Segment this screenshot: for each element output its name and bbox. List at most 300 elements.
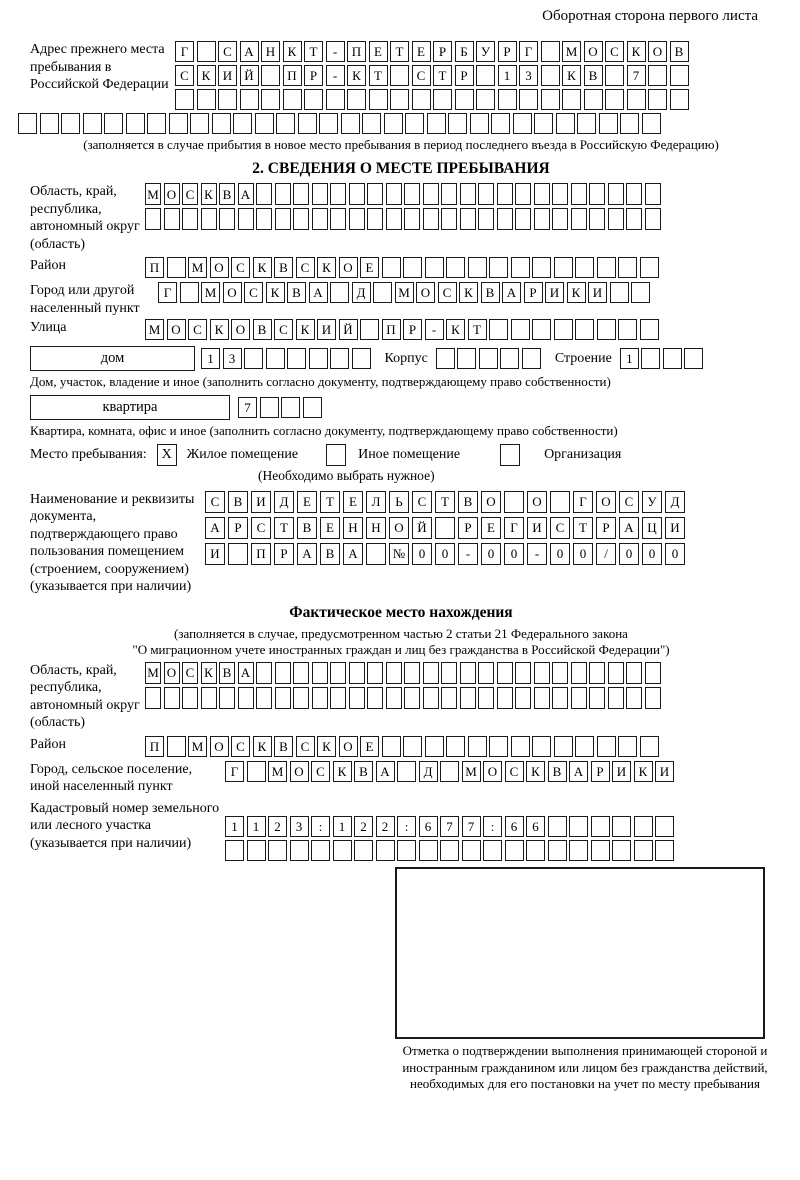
char-cell: : [483, 816, 502, 837]
char-cell [478, 183, 494, 205]
char-cell [589, 208, 605, 230]
document-rows [205, 491, 685, 565]
char-cell: Е [369, 41, 388, 62]
char-cell [479, 348, 498, 369]
char-cell [575, 736, 594, 757]
char-cell [352, 348, 371, 369]
char-cell: П [347, 41, 366, 62]
char-cell: С [296, 257, 315, 278]
char-cell [441, 208, 457, 230]
char-cell [532, 736, 551, 757]
char-cell: № [389, 543, 409, 565]
char-cell: О [210, 736, 229, 757]
char-cell [397, 761, 416, 782]
char-cell: И [317, 319, 336, 340]
char-cell [256, 183, 272, 205]
char-cell: Т [435, 491, 455, 513]
char-cell [460, 183, 476, 205]
char-cell [515, 208, 531, 230]
char-cell: К [627, 41, 646, 62]
char-cell: В [219, 183, 235, 205]
char-cell [515, 687, 531, 709]
char-cell [281, 397, 300, 418]
char-cell [489, 736, 508, 757]
char-cell [626, 662, 642, 684]
char-cell [634, 816, 653, 837]
char-cell [645, 662, 661, 684]
char-cell [255, 113, 274, 134]
char-cell [605, 65, 624, 86]
prev-address-row-1 [175, 41, 689, 62]
char-cell [612, 816, 631, 837]
char-cell: А [238, 183, 254, 205]
char-cell [261, 89, 280, 110]
char-cell [244, 348, 263, 369]
char-cell [605, 89, 624, 110]
char-cell: И [612, 761, 631, 782]
char-cell: 7 [238, 397, 257, 418]
char-cell [386, 183, 402, 205]
district-row-s2 [145, 257, 659, 278]
street-block [30, 319, 772, 340]
char-cell: 7 [440, 816, 459, 837]
document-row-2 [205, 517, 685, 539]
char-cell: К [526, 761, 545, 782]
city-label-actual: Город, сельское поселение, иной населенный пункт [30, 761, 193, 795]
checkbox-organization [500, 444, 520, 466]
char-cell [390, 65, 409, 86]
char-cell: О [481, 491, 501, 513]
char-cell [489, 257, 508, 278]
char-cell: В [287, 282, 306, 303]
char-cell [182, 208, 198, 230]
char-cell: К [459, 282, 478, 303]
char-cell [460, 662, 476, 684]
street-row [145, 319, 659, 340]
char-cell: Ь [389, 491, 409, 513]
char-cell [366, 543, 386, 565]
char-cell [519, 89, 538, 110]
char-cell [201, 687, 217, 709]
char-cell: В [458, 491, 478, 513]
char-cell [403, 257, 422, 278]
char-cell [441, 687, 457, 709]
char-cell [349, 662, 365, 684]
char-cell: Д [274, 491, 294, 513]
char-cell [640, 257, 659, 278]
char-cell [608, 183, 624, 205]
char-cell [218, 89, 237, 110]
char-cell [648, 65, 667, 86]
char-cell: Д [665, 491, 685, 513]
actual-location-title: Фактическое место нахождения [289, 603, 513, 621]
char-cell [597, 319, 616, 340]
char-cell [349, 208, 365, 230]
char-cell: 2 [354, 816, 373, 837]
region-label-s2: Область, край, республика, автономный округ (область) [30, 184, 140, 252]
char-cell: М [188, 257, 207, 278]
cadastral-block [30, 800, 772, 861]
char-cell [169, 113, 188, 134]
char-cell [423, 183, 439, 205]
region-rows-s2 [145, 183, 661, 230]
char-cell: Ц [642, 517, 662, 539]
char-cell: С [619, 491, 639, 513]
char-cell [618, 319, 637, 340]
char-cell [470, 113, 489, 134]
char-cell [298, 113, 317, 134]
char-cell [534, 208, 550, 230]
char-cell [349, 687, 365, 709]
char-cell [497, 687, 513, 709]
char-cell [534, 662, 550, 684]
char-cell: Й [240, 65, 259, 86]
char-cell [640, 736, 659, 757]
char-cell: С [412, 491, 432, 513]
char-cell [330, 282, 349, 303]
char-cell [312, 662, 328, 684]
char-cell: У [476, 41, 495, 62]
char-cell: 0 [573, 543, 593, 565]
char-cell: С [550, 517, 570, 539]
char-cell [201, 208, 217, 230]
char-cell: П [283, 65, 302, 86]
char-cell: Т [390, 41, 409, 62]
char-cell [367, 208, 383, 230]
stroenie-cells [620, 348, 704, 369]
char-cell: К [317, 736, 336, 757]
char-cell [360, 319, 379, 340]
char-cell: О [290, 761, 309, 782]
char-cell: 2 [268, 816, 287, 837]
char-cell: 0 [435, 543, 455, 565]
char-cell: М [201, 282, 220, 303]
char-cell [238, 687, 254, 709]
char-cell: С [218, 41, 237, 62]
cadastral-rows [225, 816, 674, 861]
char-cell: С [251, 517, 271, 539]
char-cell: 2 [376, 816, 395, 837]
char-cell: Т [320, 491, 340, 513]
char-cell: В [274, 736, 293, 757]
char-cell: Н [343, 517, 363, 539]
char-cell [293, 183, 309, 205]
char-cell: М [145, 662, 161, 684]
char-cell: И [251, 491, 271, 513]
char-cell: О [223, 282, 242, 303]
char-cell [256, 662, 272, 684]
char-cell: С [296, 736, 315, 757]
char-cell [571, 183, 587, 205]
char-cell: 3 [290, 816, 309, 837]
option-other-premises-label: Иное помещение [358, 447, 461, 463]
char-cell [233, 113, 252, 134]
char-cell [275, 662, 291, 684]
char-cell [556, 113, 575, 134]
char-cell [541, 41, 560, 62]
char-cell: М [562, 41, 581, 62]
char-cell: В [354, 761, 373, 782]
char-cell: И [218, 65, 237, 86]
document-row-3 [205, 543, 685, 565]
char-cell [641, 348, 660, 369]
char-cell: К [201, 662, 217, 684]
char-cell [491, 113, 510, 134]
char-cell [390, 89, 409, 110]
district-block-s2 [30, 257, 772, 278]
char-cell: К [283, 41, 302, 62]
char-cell [126, 113, 145, 134]
char-cell: Р [274, 543, 294, 565]
option-organization-label: Организация [544, 447, 622, 463]
page-side-note: Оборотная сторона первого листа [542, 8, 758, 24]
char-cell [333, 840, 352, 861]
cadastral-row-2 [225, 840, 674, 861]
char-cell [167, 736, 186, 757]
prev-address-note: (заполняется в случае прибытия в новое место пребывания в период последнего въезда в Российскую Федерацию) [83, 137, 719, 152]
char-cell: Н [261, 41, 280, 62]
char-cell: А [343, 543, 363, 565]
char-cell [423, 208, 439, 230]
char-cell [642, 113, 661, 134]
stroenie-label: Строение [554, 350, 612, 366]
char-cell: С [505, 761, 524, 782]
char-cell [589, 183, 605, 205]
char-cell [83, 113, 102, 134]
char-cell: О [167, 319, 186, 340]
char-cell: Й [412, 517, 432, 539]
char-cell: Е [481, 517, 501, 539]
char-cell [386, 662, 402, 684]
char-cell: Р [433, 41, 452, 62]
char-cell: В [219, 662, 235, 684]
char-cell [312, 687, 328, 709]
char-cell [468, 257, 487, 278]
char-cell [293, 208, 309, 230]
char-cell [608, 208, 624, 230]
char-cell: 3 [223, 348, 242, 369]
char-cell: 1 [247, 816, 266, 837]
char-cell [554, 319, 573, 340]
char-cell [670, 65, 689, 86]
char-cell: 1 [333, 816, 352, 837]
char-cell: К [446, 319, 465, 340]
char-cell: 1 [225, 816, 244, 837]
char-cell: О [596, 491, 616, 513]
char-cell: С [605, 41, 624, 62]
char-cell: 0 [642, 543, 662, 565]
char-cell [182, 687, 198, 709]
char-cell [386, 208, 402, 230]
char-cell: К [201, 183, 217, 205]
char-cell [526, 840, 545, 861]
char-cell [634, 840, 653, 861]
char-cell: 0 [412, 543, 432, 565]
char-cell [513, 113, 532, 134]
char-cell: С [412, 65, 431, 86]
char-cell [618, 736, 637, 757]
char-cell [441, 662, 457, 684]
actual-location-note-2: "О миграционном учете иностранных граждан и лиц без гражданства в Российской Федерации") [132, 641, 670, 657]
char-cell: Р [524, 282, 543, 303]
char-cell [167, 257, 186, 278]
char-cell [435, 517, 455, 539]
region-row-1-s2 [145, 183, 661, 205]
char-cell [532, 319, 551, 340]
char-cell [476, 89, 495, 110]
char-cell [577, 113, 596, 134]
char-cell [18, 113, 37, 134]
cadastral-label: Кадастровый номер земельного или лесного участка (указывается при наличии) [30, 800, 220, 851]
char-cell [591, 816, 610, 837]
char-cell: А [619, 517, 639, 539]
char-cell: В [274, 257, 293, 278]
char-cell: Т [274, 517, 294, 539]
char-cell [455, 89, 474, 110]
char-cell [440, 761, 459, 782]
char-cell [326, 89, 345, 110]
char-cell [478, 687, 494, 709]
region-block-s2 [30, 183, 772, 253]
char-cell: С [231, 736, 250, 757]
char-cell [311, 840, 330, 861]
char-cell: 0 [619, 543, 639, 565]
char-cell [552, 687, 568, 709]
char-cell [164, 208, 180, 230]
char-cell [500, 348, 519, 369]
char-cell [238, 208, 254, 230]
char-cell [403, 736, 422, 757]
char-cell [550, 491, 570, 513]
char-cell [655, 816, 674, 837]
char-cell: Т [304, 41, 323, 62]
char-cell [446, 257, 465, 278]
char-cell: К [210, 319, 229, 340]
char-cell: О [210, 257, 229, 278]
char-cell [541, 65, 560, 86]
char-cell [684, 348, 703, 369]
char-cell [548, 816, 567, 837]
char-cell [164, 687, 180, 709]
char-cell: И [205, 543, 225, 565]
char-cell [367, 183, 383, 205]
char-cell: О [339, 736, 358, 757]
char-cell [554, 257, 573, 278]
char-cell: Р [455, 65, 474, 86]
char-cell: О [339, 257, 358, 278]
char-cell [427, 113, 446, 134]
confirmation-stamp-box [395, 867, 765, 1039]
char-cell: 1 [498, 65, 517, 86]
char-cell [478, 208, 494, 230]
char-cell: - [326, 41, 345, 62]
char-cell [571, 208, 587, 230]
char-cell: С [188, 319, 207, 340]
char-cell [554, 736, 573, 757]
char-cell: 7 [627, 65, 646, 86]
char-cell [382, 736, 401, 757]
char-cell [341, 113, 360, 134]
char-cell [460, 208, 476, 230]
char-cell [404, 208, 420, 230]
char-cell [260, 397, 279, 418]
char-cell [319, 113, 338, 134]
char-cell [511, 319, 530, 340]
char-cell: Р [458, 517, 478, 539]
char-cell [483, 840, 502, 861]
char-cell: О [483, 761, 502, 782]
char-cell [147, 113, 166, 134]
char-cell [497, 662, 513, 684]
char-cell [175, 89, 194, 110]
char-cell: О [416, 282, 435, 303]
char-cell: К [333, 761, 352, 782]
char-cell [330, 208, 346, 230]
char-cell: Т [468, 319, 487, 340]
char-cell [404, 687, 420, 709]
document-row-1 [205, 491, 685, 513]
char-cell [515, 662, 531, 684]
char-cell: Р [498, 41, 517, 62]
char-cell [275, 687, 291, 709]
char-cell: Н [366, 517, 386, 539]
char-cell: К [317, 257, 336, 278]
char-cell [373, 282, 392, 303]
char-cell [597, 257, 616, 278]
char-cell: С [244, 282, 263, 303]
char-cell [608, 662, 624, 684]
char-cell [504, 491, 524, 513]
house-box: дом [30, 346, 195, 371]
char-cell: М [145, 319, 164, 340]
char-cell [433, 89, 452, 110]
char-cell [312, 208, 328, 230]
char-cell: С [311, 761, 330, 782]
char-cell [225, 840, 244, 861]
char-cell [386, 687, 402, 709]
char-cell: Р [591, 761, 610, 782]
char-cell [522, 348, 541, 369]
char-cell [571, 662, 587, 684]
char-cell: М [268, 761, 287, 782]
char-cell: Т [369, 65, 388, 86]
char-cell [405, 113, 424, 134]
char-cell: Е [343, 491, 363, 513]
char-cell: С [175, 65, 194, 86]
char-cell [367, 662, 383, 684]
char-cell [397, 840, 416, 861]
char-cell [552, 208, 568, 230]
char-cell: Г [158, 282, 177, 303]
char-cell: А [297, 543, 317, 565]
char-cell [256, 687, 272, 709]
char-cell: О [527, 491, 547, 513]
char-cell [145, 208, 161, 230]
prev-address-row-4 [18, 113, 772, 134]
char-cell [268, 840, 287, 861]
char-cell: М [462, 761, 481, 782]
char-cell [620, 113, 639, 134]
char-cell [347, 89, 366, 110]
char-cell [376, 840, 395, 861]
char-cell: - [527, 543, 547, 565]
char-cell [275, 208, 291, 230]
char-cell [104, 113, 123, 134]
char-cell [436, 348, 455, 369]
char-cell [571, 687, 587, 709]
char-cell: В [481, 282, 500, 303]
char-cell [663, 348, 682, 369]
